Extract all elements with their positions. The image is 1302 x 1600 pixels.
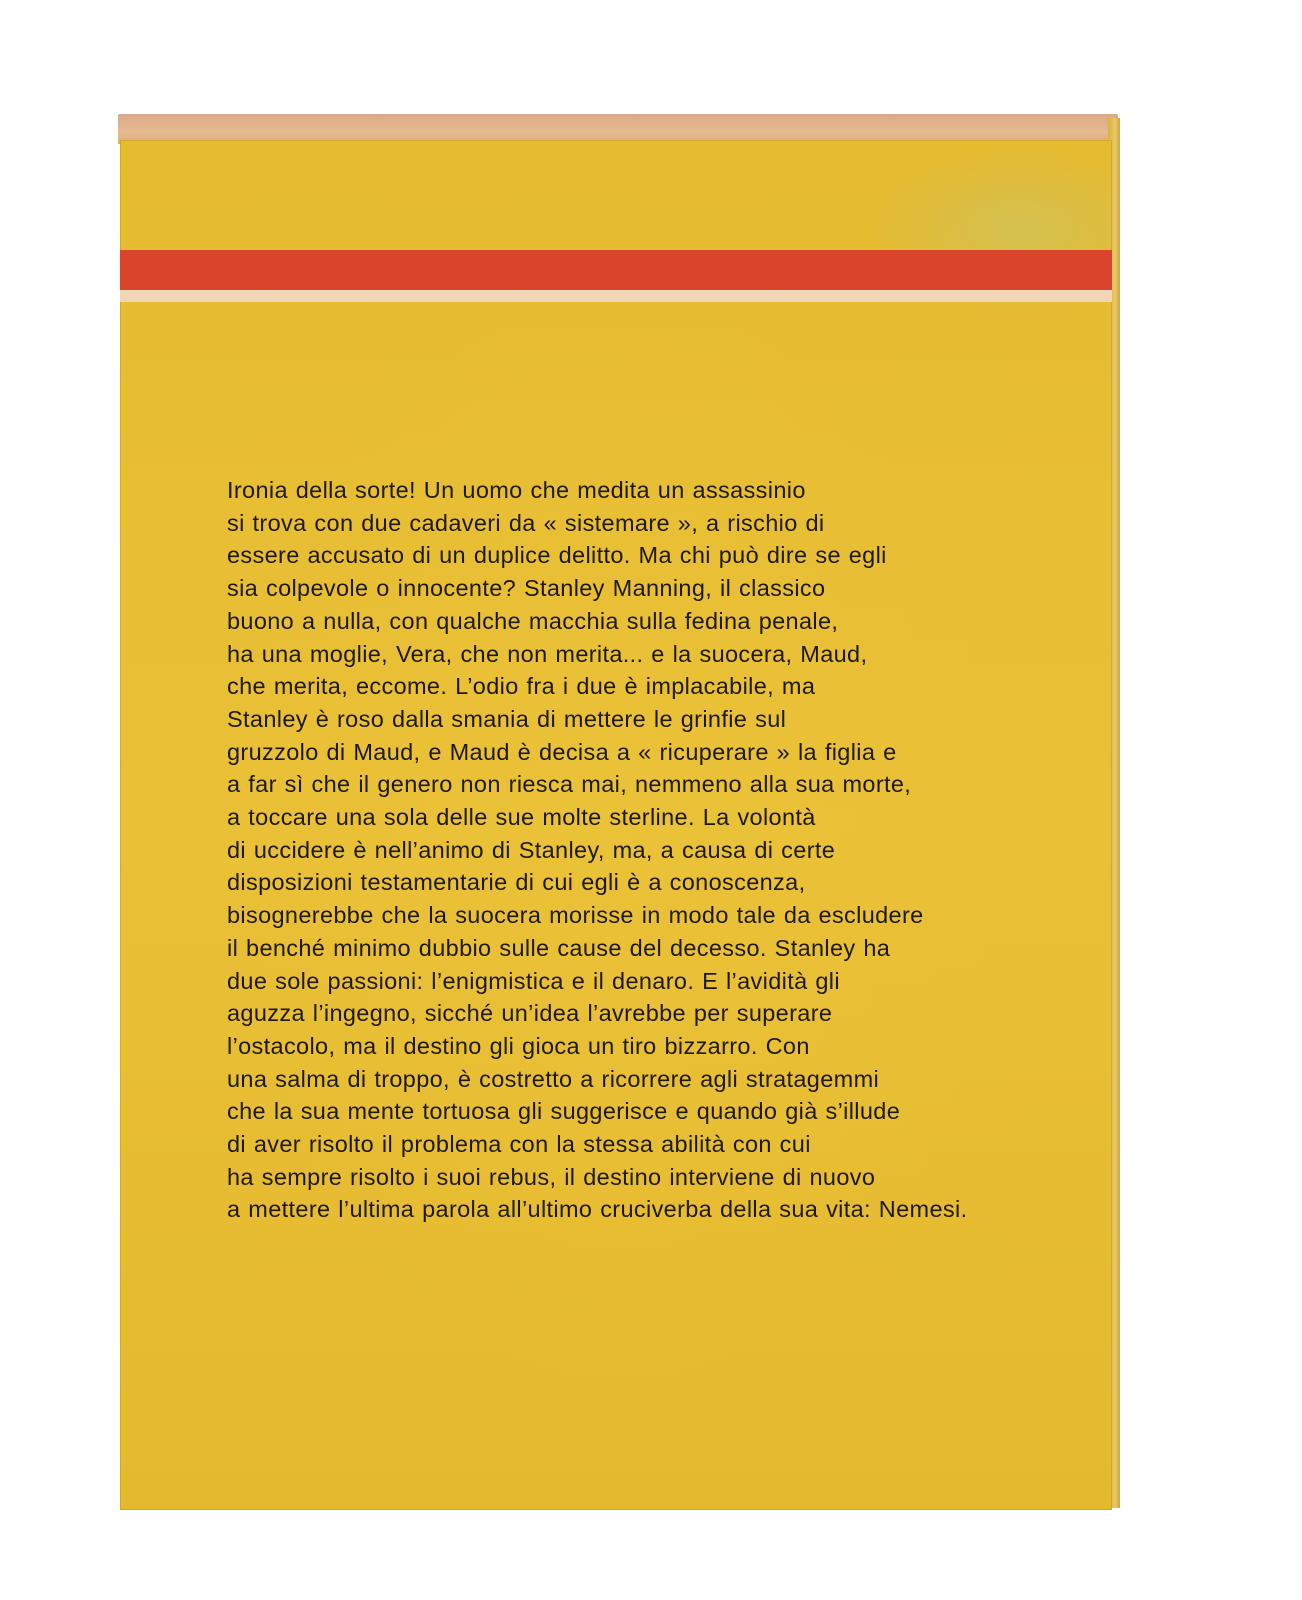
- blurb-line: buono a nulla, con qualche macchia sulla fedina penale,: [227, 607, 839, 634]
- red-stripe: [120, 250, 1112, 290]
- back-cover: [120, 140, 1112, 1510]
- blurb-line: disposizioni testamentarie di cui egli è a conoscenza,: [227, 869, 806, 896]
- blurb-line: di aver risolto il problema con la stessa abilità con cui: [227, 1131, 811, 1158]
- blurb-text: [227, 474, 1087, 1226]
- blurb-line: si trova con due cadaveri da « sistemare », a rischio di: [227, 509, 825, 536]
- blurb-line: bisognerebbe che la suocera morisse in modo tale da escludere: [227, 902, 924, 929]
- cream-stripe: [120, 290, 1112, 302]
- blurb-line: a far sì che il genero non riesca mai, nemmeno alla sua morte,: [227, 771, 912, 798]
- blurb-line: che merita, eccome. L’odio fra i due è implacabile, ma: [227, 673, 816, 700]
- blurb-line: gruzzolo di Maud, e Maud è decisa a « ricuperare » la figlia e: [227, 738, 897, 765]
- blurb-line: di uccidere è nell’animo di Stanley, ma, a causa di certe: [227, 836, 836, 863]
- blurb-line: il benché minimo dubbio sulle cause del decesso. Stanley ha: [227, 934, 891, 961]
- blurb-line: che la sua mente tortuosa gli suggerisce e quando già s’illude: [227, 1098, 901, 1125]
- blurb-line: sia colpevole o innocente? Stanley Manning, il classico: [227, 575, 826, 602]
- blurb-line: due sole passioni: l’enigmistica e il denaro. E l’avidità gli: [227, 967, 840, 994]
- blurb-line: ha una moglie, Vera, che non merita... e la suocera, Maud,: [227, 640, 868, 667]
- blurb-line: Stanley è roso dalla smania di mettere le grinfie sul: [227, 705, 787, 732]
- blurb-line: l’ostacolo, ma il destino gli gioca un tiro bizzarro. Con: [227, 1032, 810, 1059]
- blurb-line: a mettere l’ultima parola all’ultimo cruciverba della sua vita: Nemesi.: [227, 1196, 968, 1223]
- blurb-line: essere accusato di un duplice delitto. Ma chi può dire se egli: [227, 542, 887, 569]
- blurb-line: ha sempre risolto i suoi rebus, il destino interviene di nuovo: [227, 1163, 876, 1190]
- blurb-line: a toccare una sola delle sue molte sterline. La volontà: [227, 804, 816, 831]
- blurb-line: una salma di troppo, è costretto a ricorrere agli stratagemmi: [227, 1065, 880, 1092]
- blurb-line: aguzza l’ingegno, sicché un’idea l’avrebbe per superare: [227, 1000, 833, 1027]
- blurb-line: Ironia della sorte! Un uomo che medita un assassinio: [227, 477, 806, 503]
